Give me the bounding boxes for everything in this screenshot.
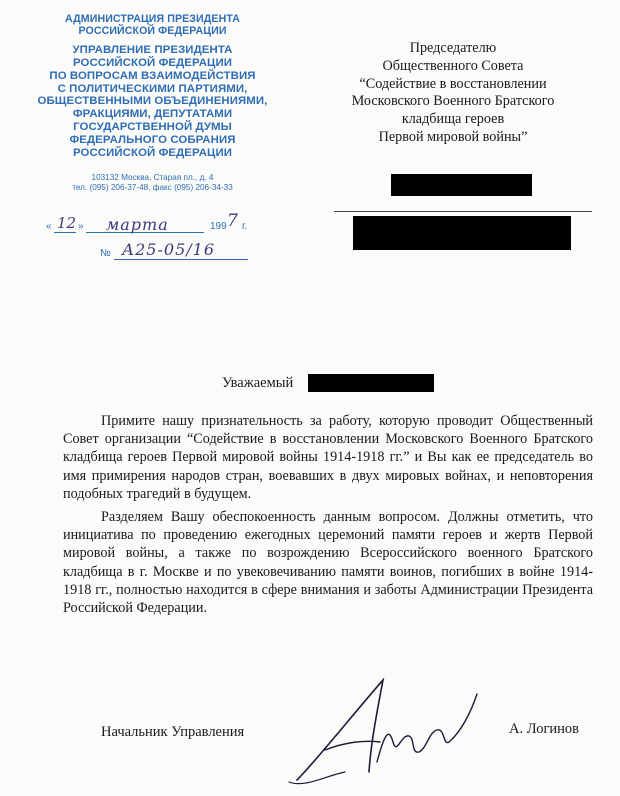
letterhead-address: 103132 Москва, Старая пл., д. 4: [91, 173, 214, 183]
letterhead-dept-line: ФРАКЦИЯМИ, ДЕПУТАТАМИ: [72, 108, 233, 121]
letterhead-department: [30, 44, 275, 159]
addressee-block: [318, 40, 588, 147]
letterhead-dept-line: ФЕДЕРАЛЬНОГО СОБРАНИЯ: [69, 133, 236, 146]
signatory-title: Начальник Управления: [101, 724, 245, 740]
addressee-line: Общественного Совета: [382, 57, 524, 74]
signatory-name: А. Логинов: [509, 721, 580, 737]
date-line: [46, 211, 276, 235]
letterhead-dept-line: С ПОЛИТИЧЕСКИМИ ПАРТИЯМИ,: [57, 82, 248, 95]
addressee-line: кладбища героев: [401, 111, 505, 128]
date-year-unit: г.: [242, 221, 248, 232]
addressee-line: Председателю: [409, 40, 497, 56]
letterhead-dept-line: ГОСУДАРСТВЕННОЙ ДУМЫ: [73, 120, 232, 133]
letterhead-admin-line: АДМИНИСТРАЦИЯ ПРЕЗИДЕНТА: [65, 13, 240, 25]
redaction-bar: [391, 174, 532, 196]
letterhead-dept-line: РОССИЙСКОЙ ФЕДЕРАЦИИ: [72, 56, 233, 69]
letterhead-dept-line: ОБЩЕСТВЕННЫМИ ОБЪЕДИНЕНИЯМИ,: [37, 95, 268, 108]
addressee-line: Первой мировой войны”: [378, 128, 528, 145]
handwritten-signature: [285, 672, 485, 792]
document-number-value: А25-05/16: [122, 240, 215, 259]
date-year-suffix: 7: [227, 211, 238, 231]
letterhead-phones: тел. (095) 206-37-48, факс (095) 206-34-33: [72, 183, 233, 193]
body-paragraph: Примите нашу признательность за работу, которую проводит Общественный Совет организации “Содействие в восстановлении Московского Военного Братского кладбища героев Первой мировой войны 1914-1918 гг.” и Вы как ее председатель во имя примирения народов стран, воевавших в двух мировых войнах, и неповторения подобных трагедий в будущем.: [63, 413, 593, 502]
date-open-quote: «: [46, 221, 52, 232]
date-day: 12: [57, 214, 77, 232]
addressee-line: “Содействие в восстановлении: [359, 75, 547, 92]
document-number-label: №: [100, 248, 111, 259]
letterhead-admin-line: РОССИЙСКОЙ ФЕДЕРАЦИИ: [78, 24, 227, 37]
letter-body: [63, 412, 593, 622]
greeting: Уважаемый: [222, 375, 294, 391]
addressee-line: Московского Военного Братского: [351, 93, 555, 110]
redaction-bar: [308, 374, 434, 392]
redaction-bar: [353, 216, 571, 250]
addressee-rule: [334, 211, 592, 212]
body-paragraph: Разделяем Вашу обеспокоенность данным вопросом. Должны отметить, что инициатива по проведению ежегодных церемоний памяти героев и жертв Первой мировой войны, а также по возрождению Всероссийского военного Братского кладбища в г. Москве и по увековечиванию памяти воинов, погибших в войне 1914-1918 гг., полностью находится в сфере внимания и заботы Администрации Президента Российской Федерации.: [63, 509, 593, 617]
date-close-quote: »: [78, 221, 84, 232]
document-number-line: [100, 240, 250, 262]
letterhead-dept-line: РОССИЙСКОЙ ФЕДЕРАЦИИ: [72, 146, 233, 159]
date-month: марта: [106, 215, 169, 234]
letterhead: [30, 14, 275, 193]
date-year-prefix: 199: [210, 221, 227, 232]
letterhead-dept-line: УПРАВЛЕНИЕ ПРЕЗИДЕНТА: [72, 44, 233, 57]
letterhead-dept-line: ПО ВОПРОСАМ ВЗАИМОДЕЙСТВИЯ: [49, 69, 256, 82]
